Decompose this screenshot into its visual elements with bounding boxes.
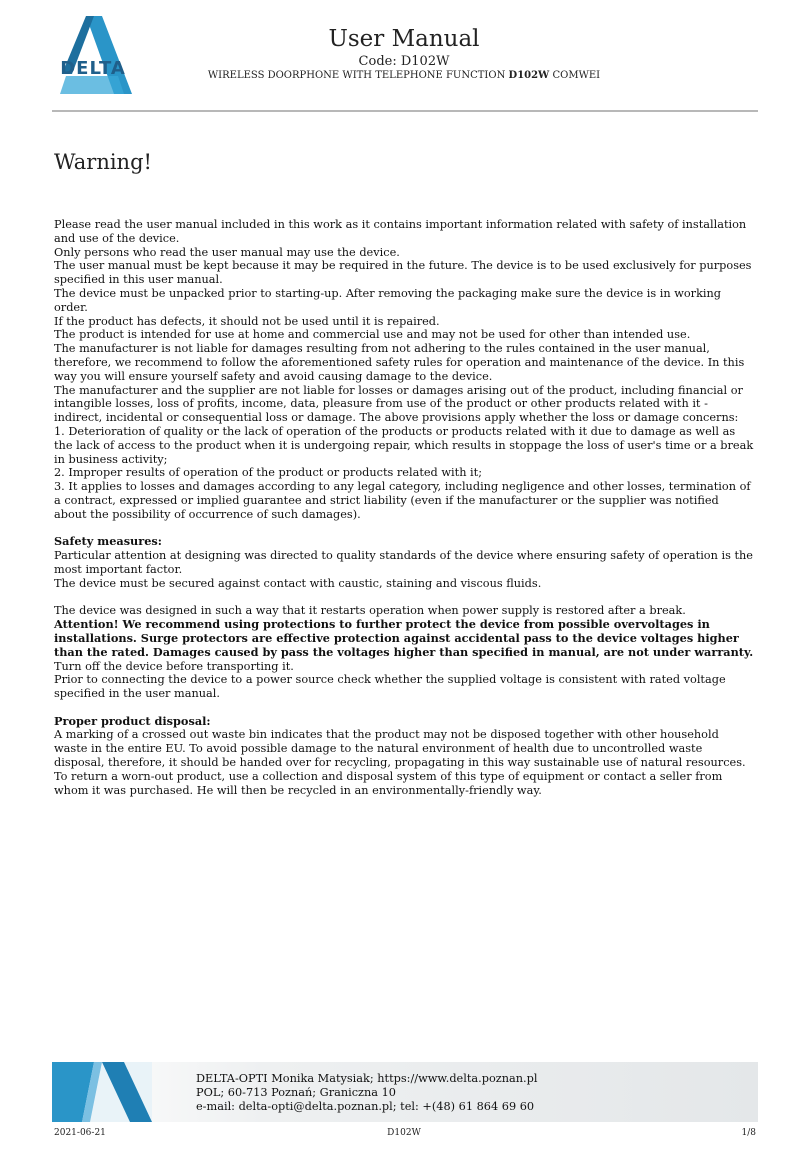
intro-paragraph: The device must be unpacked prior to starting-up. After removing the packaging make sure the device is in working order. bbox=[54, 286, 722, 314]
footer-logo-mark-icon bbox=[52, 1062, 152, 1122]
intro-list-item: 1. Deterioration of quality or the lack of operation of the products or products related with it due to damage as well as the lack of access to the product when it is undergoing repair, which results in stoppage the loss of user's time or a break in business activity; bbox=[54, 424, 754, 466]
page-header bbox=[0, 0, 808, 112]
intro-paragraph: Please read the user manual included in this work as it contains important information related with safety of installation and use of the device. bbox=[54, 218, 747, 245]
subtitle-prefix: WIRELESS DOORPHONE WITH TELEPHONE FUNCTION bbox=[207, 70, 509, 81]
subtitle-suffix: COMWEI bbox=[549, 70, 601, 81]
intro-paragraph: Only persons who read the user manual may use the device. bbox=[54, 245, 400, 259]
company-contact bbox=[196, 1072, 537, 1114]
footer-date: 2021-06-21 bbox=[54, 1128, 106, 1138]
disposal-heading: Proper product disposal: bbox=[54, 713, 211, 728]
manual-body bbox=[54, 218, 754, 797]
intro-list-item: 3. It applies to losses and damages according to any legal category, including negligence and other losses, termination of a contract, expressed or implied guarantee and strict liability (even if the manufacturer or the supplier was notified about the possibility of occurrence of such damages). bbox=[54, 480, 751, 521]
warning-heading: Warning! bbox=[54, 150, 152, 174]
intro-paragraph: If the product has defects, it should not be used until it is repaired. bbox=[54, 314, 440, 328]
safety-heading: Safety measures: bbox=[54, 534, 162, 549]
intro-paragraph: The user manual must be kept because it may be required in the future. The device is to be used exclusively for purposes specified in this user manual. bbox=[54, 259, 752, 287]
surge-warning: Attention! We recommend using protections to further protect the device from possible overvoltages in installations. Surge protectors are effective protection against accidental pass to the device voltages higher than the rated. Damages caused by pass the voltages higher than specified in manual, are not under warranty. bbox=[54, 617, 754, 659]
disposal-paragraph: A marking of a crossed out waste bin indicates that the product may not be disposed together with other household waste in the entire EU. To avoid possible damage to the natural environment of health due to uncontrolled waste disposal, therefore, it should be handed over for recycling, propagating in this way sustainable use of natural resources. bbox=[54, 728, 746, 770]
intro-paragraph: The manufacturer and the supplier are not liable for losses or damages arising out of the product, including financial or intangible losses, loss of profits, income, data, pleasure from use of the product or other products related with it - indirect, incidental or consequential loss or damage. The above provisions apply whether the loss or damage concerns: bbox=[54, 383, 743, 425]
company-address-line: POL; 60-713 Poznań; Graniczna 10 bbox=[196, 1086, 396, 1099]
subtitle-model: D102W bbox=[508, 70, 550, 81]
intro-paragraph: The product is intended for use at home and commercial use and may not be used for other than intended use. bbox=[54, 328, 691, 342]
product-code: Code: D102W bbox=[358, 54, 450, 69]
page-number: 1/8 bbox=[741, 1128, 756, 1138]
product-subtitle bbox=[0, 70, 808, 81]
header-divider bbox=[52, 110, 758, 112]
disposal-paragraph: To return a worn-out product, use a collection and disposal system of this type of equipment or contact a seller from whom it was purchased. He will then be recycled in an environmentally-friendly way. bbox=[54, 769, 723, 797]
footer-logo bbox=[52, 1062, 152, 1122]
safety-paragraph: Prior to connecting the device to a power source check whether the supplied voltage is consistent with rated voltage specified in the user manual. bbox=[54, 673, 726, 701]
safety-paragraph: Particular attention at designing was directed to quality standards of the device where ensuring safety of operation is the most important factor. bbox=[54, 549, 753, 576]
company-contact-line: e-mail: delta-opti@delta.poznan.pl; tel: +(48) 61 864 69 60 bbox=[196, 1100, 535, 1113]
company-address-line: DELTA-OPTI Monika Matysiak; https://www.delta.poznan.pl bbox=[196, 1072, 538, 1085]
safety-paragraph: The device must be secured against contact with caustic, staining and viscous fluids. bbox=[54, 576, 542, 590]
intro-paragraph: The manufacturer is not liable for damages resulting from not adhering to the rules contained in the user manual, therefore, we recommend to follow the aforementioned safety rules for operation and maintenance of the device. In this way you will ensure yourself safety and avoid causing damage to the device. bbox=[54, 342, 745, 383]
safety-paragraph: Turn off the device before transporting it. bbox=[54, 659, 294, 673]
footer-code: D102W bbox=[387, 1128, 421, 1138]
document-title: User Manual bbox=[328, 26, 480, 52]
safety-paragraph: The device was designed in such a way that it restarts operation when power supply is restored after a break. bbox=[54, 604, 686, 618]
logo-text: DELTA bbox=[60, 58, 126, 79]
intro-list-item: 2. Improper results of operation of the product or products related with it; bbox=[54, 466, 483, 480]
